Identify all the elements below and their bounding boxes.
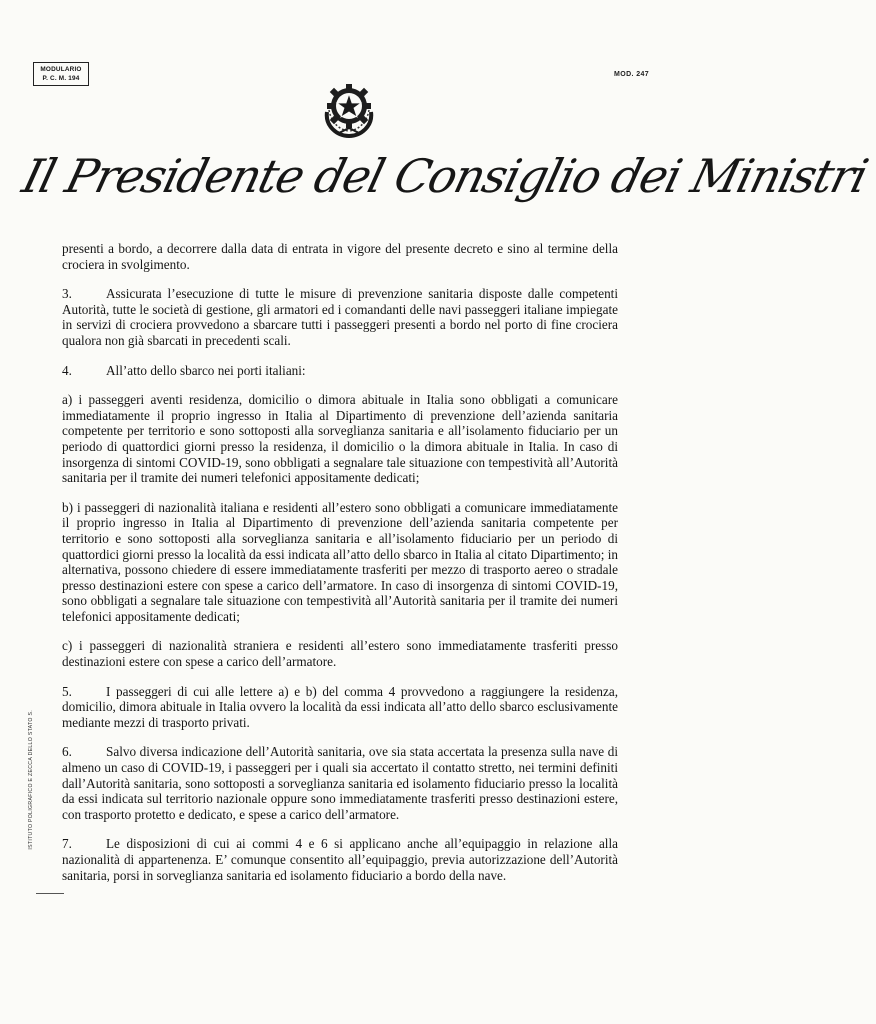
paragraph-number: 5. [62,683,72,699]
modulario-box [33,62,89,86]
paragraph-text: Assicurata l’esecuzione di tutte le misure di prevenzione sanitaria disposte dalle competenti Autorità, tutte le società di gestione, gli armatori ed i comandanti delle navi passeggeri italiane impiegate in servizi di crociera provvedono a sbarcare tutti i passeggeri presenti a bordo nel porto di fine crociera qualora non già sbarcati in precedenti scali. [62,286,618,348]
paragraph [62,392,618,486]
document-body [62,241,618,897]
paragraph [62,684,618,731]
paragraph-text: c) i passeggeri di nazionalità straniera e residenti all’estero sono immediatamente trasferiti presso destinazioni estere con spese a carico dell’armatore. [62,638,618,670]
paragraph-text: presenti a bordo, a decorrere dalla data di entrata in vigore del presente decreto e sino al termine della crociera in svolgimento. [62,241,618,272]
paragraph-text: Salvo diversa indicazione dell’Autorità sanitaria, ove sia stata accertata la presenza sulla nave di almeno un caso di COVID-19, i passeggeri per i quali sia accertato il contatto stretto, nei termini definiti dall’Autorità sanitaria, sono sottoposti a sorveglianza sanitaria ed isolamento fiduciario presso la località da essi indicata sul territorio nazionale oppure sono immediatamente trasferiti presso destinazioni estere, con trasporto protetto e dedicato, e spese a carico dell’armatore. [62,744,618,822]
paragraph-text: All’atto dello sbarco nei porti italiani: [106,362,306,378]
printer-side-text: ISTITUTO POLIGRAFICO E ZECCA DELLO STATO S. [28,710,34,850]
page-title: Il Presidente del Consiglio dei Ministri [17,149,873,203]
paragraph [62,500,618,625]
italian-republic-emblem-icon [317,76,381,140]
paragraph-number: 6. [62,744,72,760]
paragraph-text: a) i passeggeri aventi residenza, domicilio o dimora abituale in Italia sono obbligati a comunicare immediatamente il proprio ingresso in Italia al Dipartimento di prevenzione dell’azienda sanitaria competente per territorio e sono sottoposti alla sorveglianza sanitaria e all’isolamento fiduciario per un periodo di quattordici giorni presso la residenza, il domicilio o la dimora abituale in Italia. In caso di insorgenza di sintomi COVID-19, sono obbligati a segnalare tale situazione con tempestività all’Autorità sanitaria per il tramite dei numeri telefonici appositamente dedicati; [62,392,618,486]
paragraph-text: b) i passeggeri di nazionalità italiana e residenti all’estero sono obbligati a comunicare immediatamente il proprio ingresso in Italia al Dipartimento di prevenzione dell’azienda sanitaria competente per territorio e sono sottoposti alla sorveglianza sanitaria e all’isolamento fiduciario per un periodo di quattordici giorni presso la località da essi indicata all’atto dello sbarco in Italia al citato Dipartimento; in alternativa, possono chiedere di essere immediatamente trasferiti per mezzo di trasporto aereo o stradale presso destinazioni estere con spese a carico dell’armatore. In caso di insorgenza di sintomi COVID-19, sono obbligati a segnalare tale situazione con tempestività all’Autorità sanitaria per il tramite dei numeri telefonici appositamente dedicati; [62,499,618,624]
paragraph [62,744,618,822]
paragraph-number: 7. [62,836,72,852]
paragraph-number: 3. [62,286,72,302]
modulario-code: P. C. M. 194 [42,75,80,82]
margin-line [36,893,64,894]
mod-number: MOD. 247 [614,71,650,78]
modulario-label: MODULARIO [40,66,82,73]
paragraph-number: 4. [62,362,72,378]
paragraph [62,638,618,669]
paragraph [62,241,618,272]
paragraph [62,286,618,348]
paragraph [62,836,618,883]
paragraph-text: I passeggeri di cui alle lettere a) e b) del comma 4 provvedono a raggiungere la residenza, domicilio, dimora abituale in Italia ovvero la località da essi indicata all’atto dello sbarco esclusivamente mediante mezzi di trasporto privati. [62,683,618,730]
paragraph-text: Le disposizioni di cui ai commi 4 e 6 si applicano anche all’equipaggio in relazione alla nazionalità di appartenenza. E’ comunque consentito all’equipaggio, previa autorizzazione dell’Autorità sanitaria, porsi in sorveglianza sanitaria ed isolamento fiduciario a bordo della nave. [62,836,618,883]
paragraph [62,363,618,379]
